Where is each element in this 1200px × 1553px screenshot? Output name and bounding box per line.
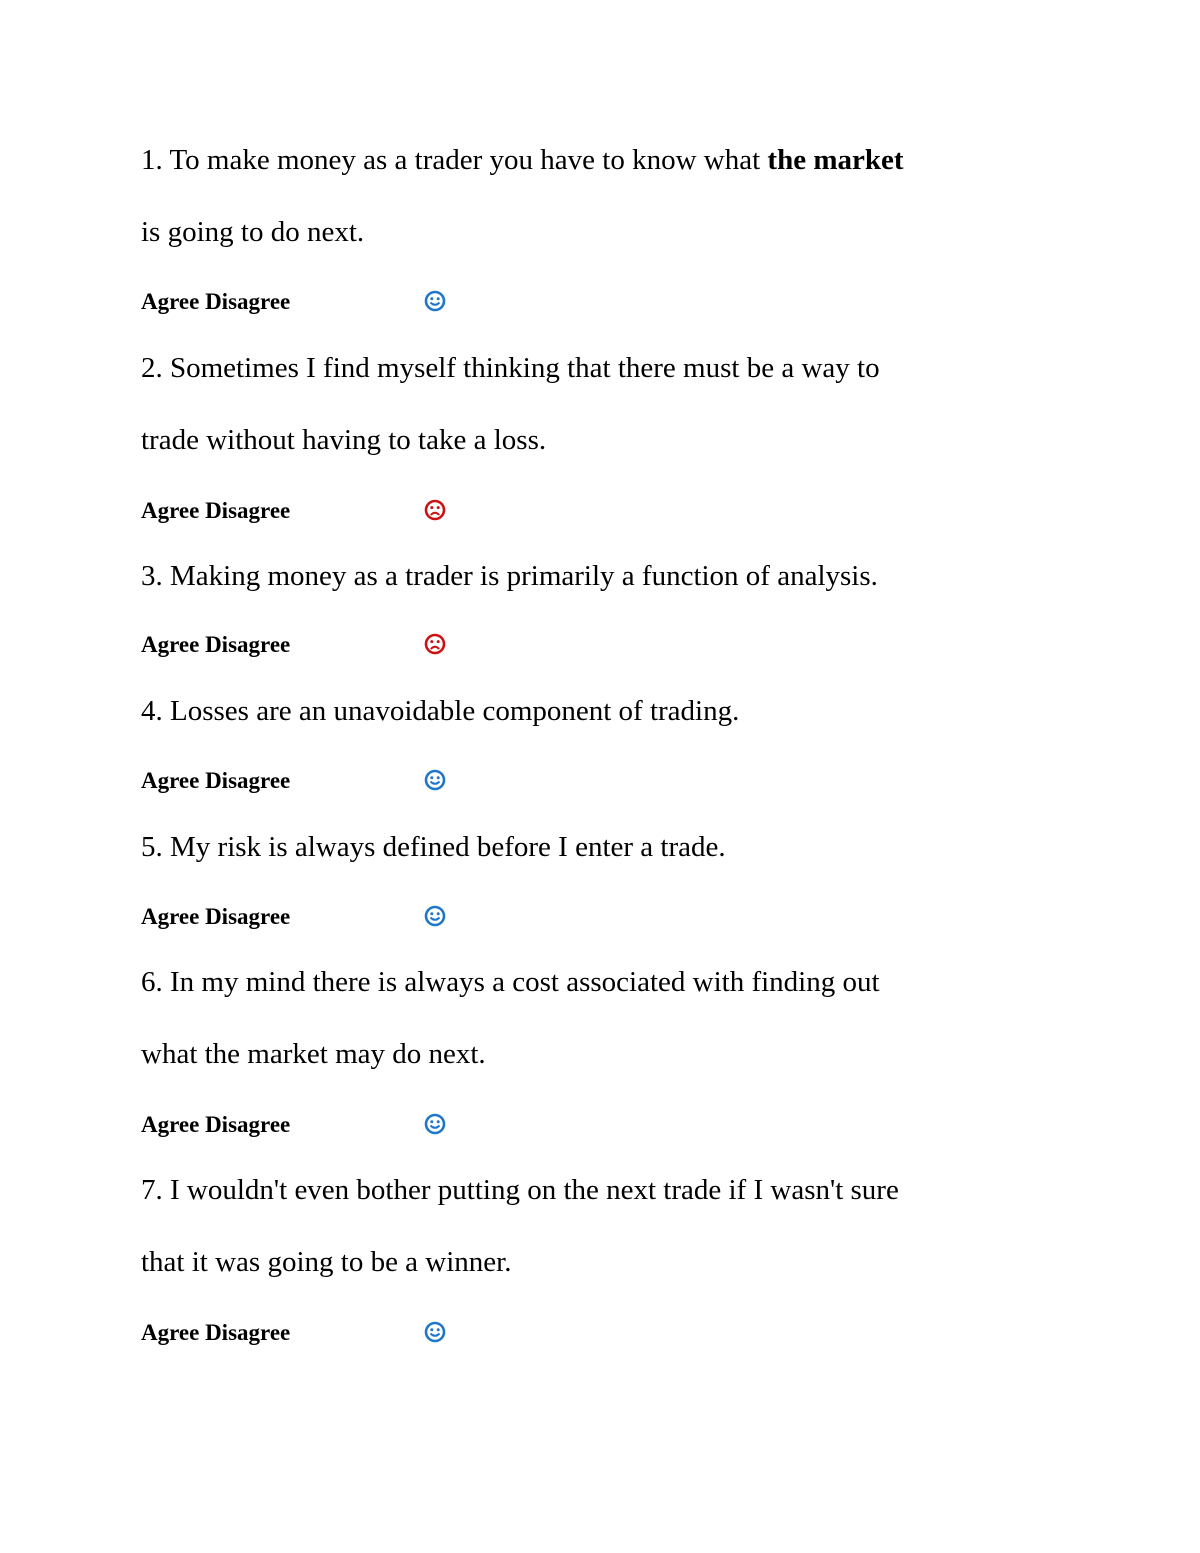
question-number: 2. — [141, 352, 163, 384]
sad-face-icon — [424, 633, 446, 655]
question-text-bold: the market — [767, 144, 904, 176]
answer-options: Agree Disagree — [141, 1112, 291, 1137]
question-2-line-1 — [141, 353, 880, 383]
question-6-line-2: what the market may do next. — [141, 1038, 486, 1070]
question-text: To make money as a trader you have to know what — [169, 144, 768, 176]
happy-face-icon — [424, 905, 446, 927]
question-text: In my mind there is always a cost associated with finding out — [170, 966, 880, 998]
question-5-line-1 — [141, 832, 726, 862]
answer-options: Agree Disagree — [141, 498, 291, 523]
happy-face-icon — [424, 1321, 446, 1343]
question-number: 7. — [141, 1174, 163, 1206]
question-1-line-1 — [141, 145, 904, 175]
answer-options: Agree Disagree — [141, 1320, 291, 1345]
question-number: 3. — [141, 560, 163, 592]
question-7-line-1 — [141, 1175, 899, 1205]
answer-options: Agree Disagree — [141, 904, 291, 929]
question-text: Making money as a trader is primarily a function of analysis. — [170, 560, 878, 592]
question-4-line-1 — [141, 696, 739, 726]
question-number: 4. — [141, 695, 163, 727]
question-text: Sometimes I find myself thinking that there must be a way to — [170, 352, 880, 384]
happy-face-icon — [424, 769, 446, 791]
happy-face-icon — [424, 1113, 446, 1135]
question-text: I wouldn't even bother putting on the next trade if I wasn't sure — [170, 1174, 899, 1206]
question-3-line-1 — [141, 561, 878, 591]
answer-options: Agree Disagree — [141, 768, 291, 793]
question-number: 6. — [141, 966, 163, 998]
question-7-line-2: that it was going to be a winner. — [141, 1246, 512, 1278]
happy-face-icon — [424, 290, 446, 312]
answer-options: Agree Disagree — [141, 289, 291, 314]
question-text: Losses are an unavoidable component of trading. — [170, 695, 740, 727]
answer-options: Agree Disagree — [141, 632, 291, 657]
question-number: 5. — [141, 831, 163, 863]
question-number: 1. — [141, 144, 163, 176]
sad-face-icon — [424, 499, 446, 521]
question-1-line-2: is going to do next. — [141, 216, 365, 248]
question-text: My risk is always defined before I enter a trade. — [170, 831, 726, 863]
question-6-line-1 — [141, 967, 880, 997]
question-2-line-2: trade without having to take a loss. — [141, 424, 547, 456]
